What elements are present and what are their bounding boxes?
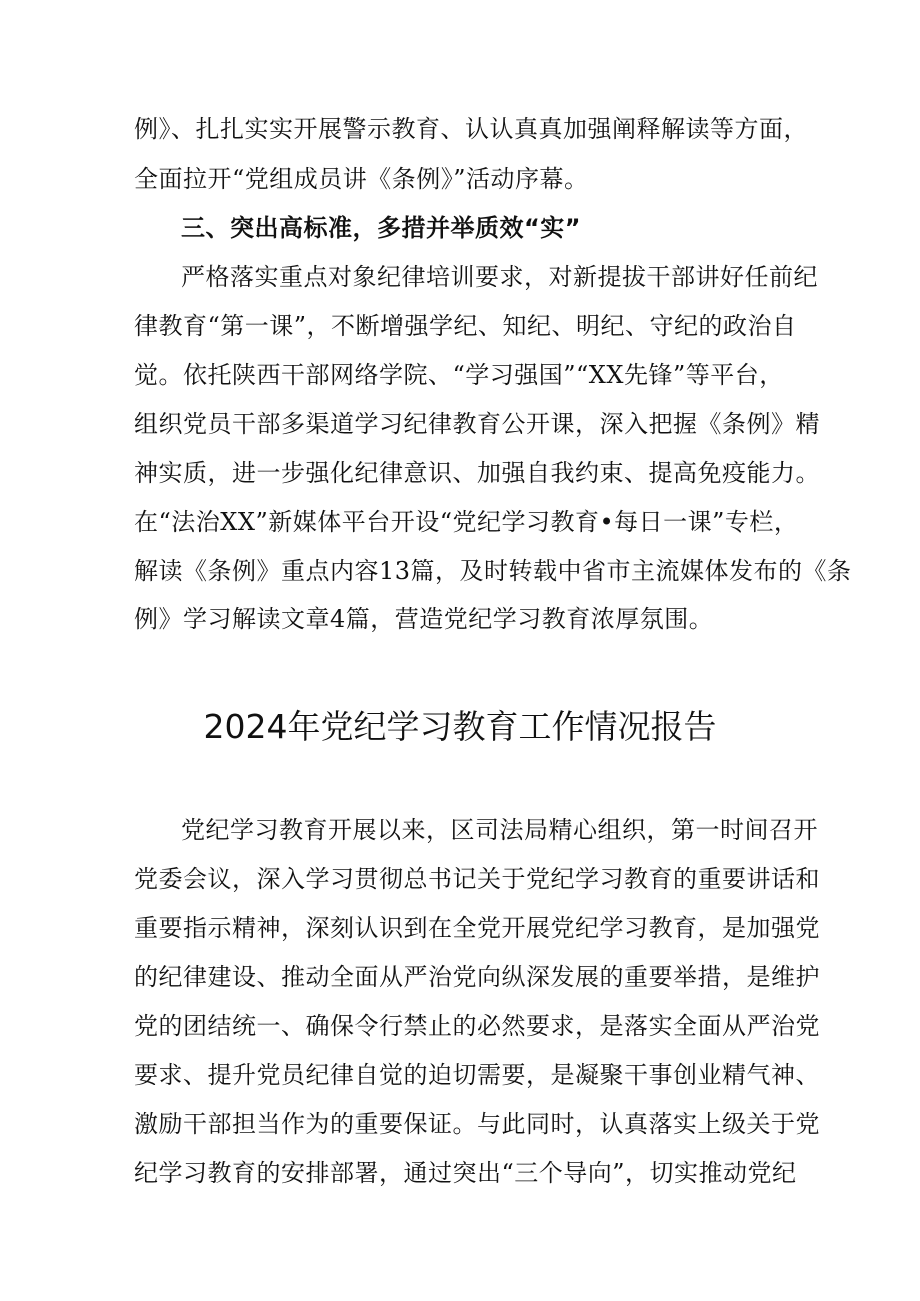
paragraph-line: 纪学习教育的安排部署，通过突出“三个导向”，切实推动党纪	[134, 1159, 797, 1187]
continuation-line: 例》、扎扎实实开展警示教育、认认真真加强阐释解读等方面，	[134, 115, 808, 143]
paragraph-line: 觉。依托陕西干部网络学院、“学习强国”“XX先锋”等平台，	[134, 361, 784, 389]
paragraph-line: 严格落实重点对象纪律培训要求，对新提拔干部讲好任前纪	[181, 263, 818, 291]
paragraph-line: 神实质，进一步强化纪律意识、加强自我约束、提高免疫能力。	[134, 459, 820, 487]
paragraph-line: 解读《条例》重点内容13篇，及时转载中省市主流媒体发布的《条	[134, 557, 852, 585]
paragraph-line: 律教育“第一课”，不断增强学纪、知纪、明纪、守纪的政治自	[134, 312, 797, 340]
paragraph-line: 党委会议，深入学习贯彻总书记关于党纪学习教育的重要讲话和	[134, 865, 820, 893]
continuation-line: 全面拉开“党组成员讲《条例》”活动序幕。	[134, 165, 589, 193]
report-title: 2024年党纪学习教育工作情况报告	[203, 707, 717, 746]
section-heading: 三、突出高标准，多措并举质效“实”	[181, 214, 582, 242]
paragraph-line: 要求、提升党员纪律自觉的迫切需要，是凝聚干事创业精气神、	[134, 1061, 820, 1089]
paragraph-line: 组织党员干部多渠道学习纪律教育公开课，深入把握《条例》精	[134, 410, 820, 438]
paragraph-line: 的纪律建设、推动全面从严治党向纵深发展的重要举措，是维护	[134, 963, 820, 991]
paragraph-line: 重要指示精神，深刻认识到在全党开展党纪学习教育，是加强党	[134, 914, 820, 942]
paragraph-line: 党的团结统一、确保令行禁止的必然要求，是落实全面从严治党	[134, 1012, 820, 1040]
paragraph-line: 在“法治XX”新媒体平台开设“党纪学习教育•每日一课”专栏，	[134, 508, 799, 536]
paragraph-line: 例》学习解读文章4篇，营造党纪学习教育浓厚氛围。	[134, 605, 714, 633]
paragraph-line: 激励干部担当作为的重要保证。与此同时，认真落实上级关于党	[134, 1110, 820, 1138]
paragraph-line: 党纪学习教育开展以来，区司法局精心组织，第一时间召开	[181, 816, 818, 844]
